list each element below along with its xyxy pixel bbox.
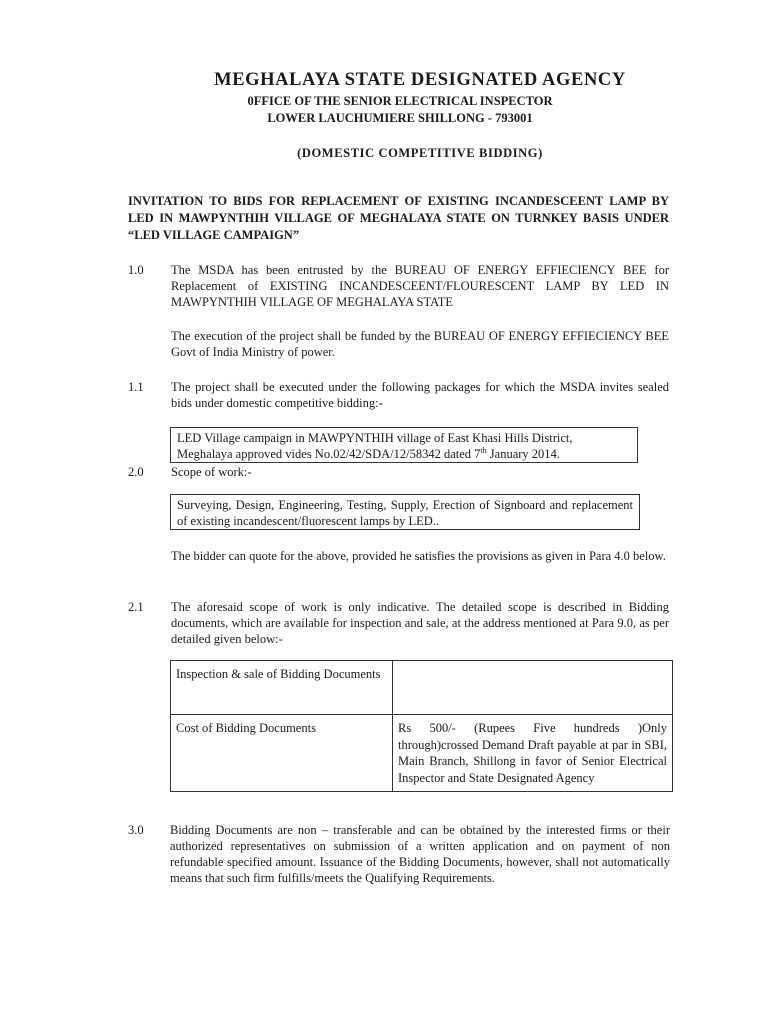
section-number: 2.0: [128, 465, 144, 479]
funding-text: The execution of the project shall be funded by the BUREAU OF ENERGY EFFIECIENCY BEE Govt of India Ministry of power.: [171, 329, 669, 359]
package-line-2-sup: th: [480, 445, 487, 455]
section-2-1-text: The aforesaid scope of work is only indicative. The detailed scope is described in Bidding documents, which are available for inspection and sale, at the address mentioned at Para 9.0, as per detailed given below:-: [171, 600, 669, 646]
table-row: [171, 715, 673, 792]
bidding-type: (DOMESTIC COMPETITIVE BIDDING): [297, 146, 543, 160]
office-address: LOWER LAUCHUMIERE SHILLONG - 793001: [267, 111, 533, 125]
agency-title: MEGHALAYA STATE DESIGNATED AGENCY: [214, 70, 626, 90]
section-number: 3.0: [128, 823, 144, 837]
table-cell-label: Inspection & sale of Bidding Documents: [171, 661, 393, 715]
package-box: [170, 427, 638, 463]
table-row: [171, 661, 673, 715]
table-cell-value: [393, 661, 673, 715]
package-line-2-end: January 2014.: [486, 447, 560, 461]
provision-text: The bidder can quote for the above, provided he satisfies the provisions as given in Para 4.0 below.: [171, 549, 666, 563]
scope-label: Scope of work:-: [171, 465, 252, 479]
table-cell-label: Cost of Bidding Documents: [171, 715, 393, 792]
invitation-heading: INVITATION TO BIDS FOR REPLACEMENT OF EXISTING INCANDESCEENT LAMP BY LED IN MAWPYNTHIH VILLAGE OF MEGHALAYA STATE ON TURNKEY BASIS UNDER “LED VILLAGE CAMPAIGN”: [128, 194, 669, 242]
package-line-2: [177, 446, 631, 462]
section-1-0-text: The MSDA has been entrusted by the BUREAU OF ENERGY EFFIECIENCY BEE for Replacement of EXISTING INCANDESCEENT/FLOURESCENT LAMP BY LED IN MAWPYNTHIH VILLAGE OF MEGHALAYA STATE: [171, 263, 669, 309]
section-3-0-text: Bidding Documents are non – transferable and can be obtained by the interested firms or their authorized representatives on submission of a written application and on payment of non refundable specified amount. Issuance of the Bidding Documents, however, shall not automatically means that such firm fulfills/meets the Qualifying Requirements.: [170, 823, 670, 885]
section-1-1-text: The project shall be executed under the following packages for which the MSDA invites sealed bids under domestic competitive bidding:-: [171, 380, 669, 410]
office-title: 0FFICE OF THE SENIOR ELECTRICAL INSPECTOR: [247, 94, 553, 108]
section-number: 1.0: [128, 263, 144, 277]
section-number: 1.1: [128, 380, 144, 394]
scope-box: Surveying, Design, Engineering, Testing, Supply, Erection of Signboard and replacement of existing incandescent/fluorescent lamps by LED..: [170, 494, 640, 530]
package-line-1: LED Village campaign in MAWPYNTHIH village of East Khasi Hills District,: [177, 431, 573, 445]
section-number: 2.1: [128, 600, 144, 614]
package-line-2-text: Meghalaya approved vides No.02/42/SDA/12/58342 dated 7: [177, 447, 481, 461]
table-cell-value: Rs 500/- (Rupees Five hundreds )Only through)crossed Demand Draft payable at par in SBI, Main Branch, Shillong in favor of Senior Electrical Inspector and State Designated Agency: [393, 715, 673, 792]
bidding-table: [170, 660, 673, 792]
